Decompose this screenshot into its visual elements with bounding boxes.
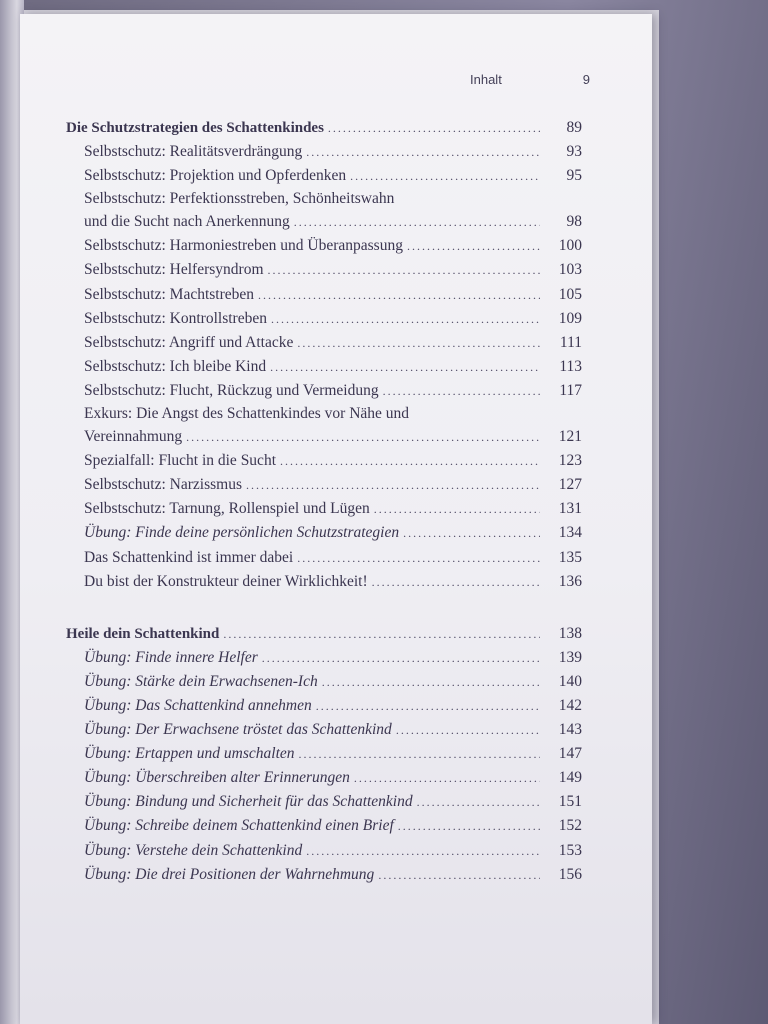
- toc-entry-page: 152: [558, 817, 582, 835]
- toc-entry[interactable]: [66, 546, 582, 570]
- table-of-contents: [66, 116, 582, 887]
- toc-entry[interactable]: [66, 379, 582, 403]
- toc-entry-page: 111: [559, 333, 582, 351]
- toc-entry-page: 135: [558, 548, 582, 566]
- toc-entry-label: Selbstschutz: Harmoniestreben und Überanpassung: [84, 237, 403, 255]
- dot-leader: [246, 473, 540, 497]
- toc-entry[interactable]: [66, 140, 582, 164]
- toc-entry-label: Übung: Bindung und Sicherheit für das Schattenkind: [84, 793, 413, 811]
- toc-entry-page: 109: [558, 309, 582, 327]
- toc-entry-page: 136: [558, 572, 582, 590]
- toc-entry-page: 140: [558, 672, 582, 690]
- toc-chapter-entry[interactable]: [66, 116, 582, 140]
- toc-entry-page: 151: [558, 793, 582, 811]
- toc-entry-label: Selbstschutz: Flucht, Rückzug und Vermeidung: [84, 381, 379, 399]
- dot-leader: [270, 355, 540, 379]
- dot-leader: [223, 622, 540, 646]
- dot-leader: [280, 449, 540, 473]
- toc-entry-page: 143: [558, 721, 582, 739]
- dot-leader: [396, 718, 540, 742]
- toc-entry[interactable]: [66, 234, 582, 258]
- dot-leader: [328, 116, 540, 140]
- toc-entry[interactable]: [66, 473, 582, 497]
- toc-entry-label: Übung: Schreibe deinem Schattenkind einen Brief: [84, 817, 394, 835]
- toc-entry-page: 105: [558, 285, 582, 303]
- toc-entry-label: Übung: Verstehe dein Schattenkind: [84, 841, 303, 859]
- toc-entry-page: 93: [566, 143, 582, 161]
- toc-entry-page: 89: [566, 119, 582, 136]
- toc-entry-label: und die Sucht nach Anerkennung: [84, 213, 290, 231]
- toc-entry[interactable]: [66, 210, 582, 234]
- toc-entry-label: Selbstschutz: Tarnung, Rollenspiel und Lügen: [84, 500, 370, 518]
- toc-entry[interactable]: [66, 839, 582, 863]
- toc-entry-label: Übung: Das Schattenkind annehmen: [84, 696, 312, 714]
- toc-entry[interactable]: [66, 694, 582, 718]
- toc-entry-page: 113: [559, 357, 582, 375]
- toc-entry-page: 134: [558, 524, 582, 542]
- toc-entry-label: Übung: Stärke dein Erwachsenen-Ich: [84, 672, 318, 690]
- dot-leader: [322, 670, 540, 694]
- dot-leader: [374, 497, 540, 521]
- dot-leader: [383, 379, 540, 403]
- toc-entry-label: Spezialfall: Flucht in die Sucht: [84, 452, 276, 470]
- toc-chapter-entry[interactable]: [66, 622, 582, 646]
- toc-entry-page: 127: [558, 476, 582, 494]
- toc-entry[interactable]: [66, 497, 582, 521]
- dot-leader: [271, 307, 540, 331]
- toc-entry-label: Selbstschutz: Machtstreben: [84, 285, 255, 303]
- toc-entry-page: 117: [559, 381, 582, 399]
- running-head-title: Inhalt: [470, 72, 502, 87]
- toc-entry-page: 121: [558, 428, 582, 446]
- dot-leader: [350, 164, 540, 188]
- toc-entry[interactable]: [66, 718, 582, 742]
- toc-entry[interactable]: [66, 188, 582, 210]
- toc-entry[interactable]: [66, 646, 582, 670]
- toc-entry-label: Heile dein Schattenkind: [66, 625, 220, 642]
- dot-leader: [407, 234, 540, 258]
- toc-entry-label: Übung: Finde deine persönlichen Schutzstrategien: [84, 524, 400, 542]
- toc-entry-label: Übung: Ertappen und umschalten: [84, 745, 295, 763]
- dot-leader: [186, 425, 540, 449]
- toc-entry[interactable]: [66, 863, 582, 887]
- toc-entry-page: 153: [558, 841, 582, 859]
- toc-entry-label: Selbstschutz: Realitätsverdrängung: [84, 143, 303, 161]
- dot-leader: [306, 140, 540, 164]
- toc-entry-label: Selbstschutz: Perfektionsstreben, Schönheitswahn: [84, 190, 395, 208]
- dot-leader: [306, 839, 540, 863]
- toc-entry-label: Übung: Der Erwachsene tröstet das Schattenkind: [84, 721, 392, 739]
- toc-entry[interactable]: [66, 425, 582, 449]
- toc-entry[interactable]: [66, 814, 582, 838]
- toc-entry[interactable]: [66, 258, 582, 282]
- toc-entry[interactable]: [66, 670, 582, 694]
- toc-entry-page: 149: [558, 769, 582, 787]
- dot-leader: [294, 210, 540, 234]
- dot-leader: [398, 814, 540, 838]
- toc-entry[interactable]: [66, 742, 582, 766]
- toc-entry-label: Übung: Die drei Positionen der Wahrnehmung: [84, 865, 375, 883]
- toc-entry-page: 156: [558, 865, 582, 883]
- toc-entry[interactable]: [66, 331, 582, 355]
- dot-leader: [316, 694, 540, 718]
- toc-entry-page: 100: [558, 237, 582, 255]
- toc-entry-page: 95: [566, 167, 582, 185]
- toc-entry[interactable]: [66, 307, 582, 331]
- toc-entry-page: 103: [558, 261, 582, 279]
- toc-entry-page: 138: [558, 624, 582, 642]
- dot-leader: [297, 546, 540, 570]
- toc-entry-page: 98: [566, 213, 582, 231]
- dot-leader: [354, 766, 540, 790]
- running-head: [470, 72, 590, 87]
- dot-leader: [297, 331, 540, 355]
- dot-leader: [403, 521, 540, 545]
- toc-entry[interactable]: [66, 449, 582, 473]
- toc-section: [66, 116, 582, 594]
- toc-entry-label: Du bist der Konstrukteur deiner Wirklichkeit!: [84, 572, 368, 590]
- toc-entry[interactable]: [66, 283, 582, 307]
- toc-entry-page: 139: [558, 648, 582, 666]
- toc-entry-label: Die Schutzstrategien des Schattenkindes: [66, 120, 324, 136]
- toc-entry[interactable]: [66, 570, 582, 594]
- dot-leader: [378, 863, 540, 887]
- toc-entry-page: 123: [558, 452, 582, 470]
- dot-leader: [417, 790, 540, 814]
- dot-leader: [372, 570, 540, 594]
- dot-leader: [268, 258, 540, 282]
- toc-entry-label: Selbstschutz: Projektion und Opferdenken: [84, 167, 347, 185]
- toc-entry-label: Übung: Finde innere Helfer: [84, 648, 258, 666]
- dot-leader: [299, 742, 540, 766]
- toc-entry-page: 131: [558, 500, 582, 518]
- dot-leader: [262, 646, 540, 670]
- toc-entry-label: Vereinnahmung: [84, 428, 183, 446]
- toc-entry-label: Das Schattenkind ist immer dabei: [84, 548, 294, 566]
- toc-entry[interactable]: [66, 790, 582, 814]
- dot-leader: [258, 283, 540, 307]
- toc-entry[interactable]: [66, 403, 582, 425]
- toc-entry[interactable]: [66, 521, 582, 545]
- toc-entry-label: Selbstschutz: Angriff und Attacke: [84, 333, 294, 351]
- book-page: [20, 14, 652, 1024]
- toc-entry-label: Übung: Überschreiben alter Erinnerungen: [84, 769, 350, 787]
- toc-entry-label: Selbstschutz: Kontrollstreben: [84, 309, 267, 327]
- toc-entry[interactable]: [66, 766, 582, 790]
- toc-entry-page: 147: [558, 745, 582, 763]
- toc-entry-label: Selbstschutz: Ich bleibe Kind: [84, 357, 267, 375]
- toc-entry-label: Selbstschutz: Narzissmus: [84, 476, 242, 494]
- running-head-page-number: 9: [582, 72, 590, 87]
- toc-entry[interactable]: [66, 355, 582, 379]
- toc-entry[interactable]: [66, 164, 582, 188]
- toc-entry-label: Selbstschutz: Helfersyndrom: [84, 261, 264, 279]
- toc-entry-page: 142: [558, 696, 582, 714]
- toc-section: [66, 622, 582, 887]
- toc-entry-label: Exkurs: Die Angst des Schattenkindes vor Nähe und: [84, 405, 410, 423]
